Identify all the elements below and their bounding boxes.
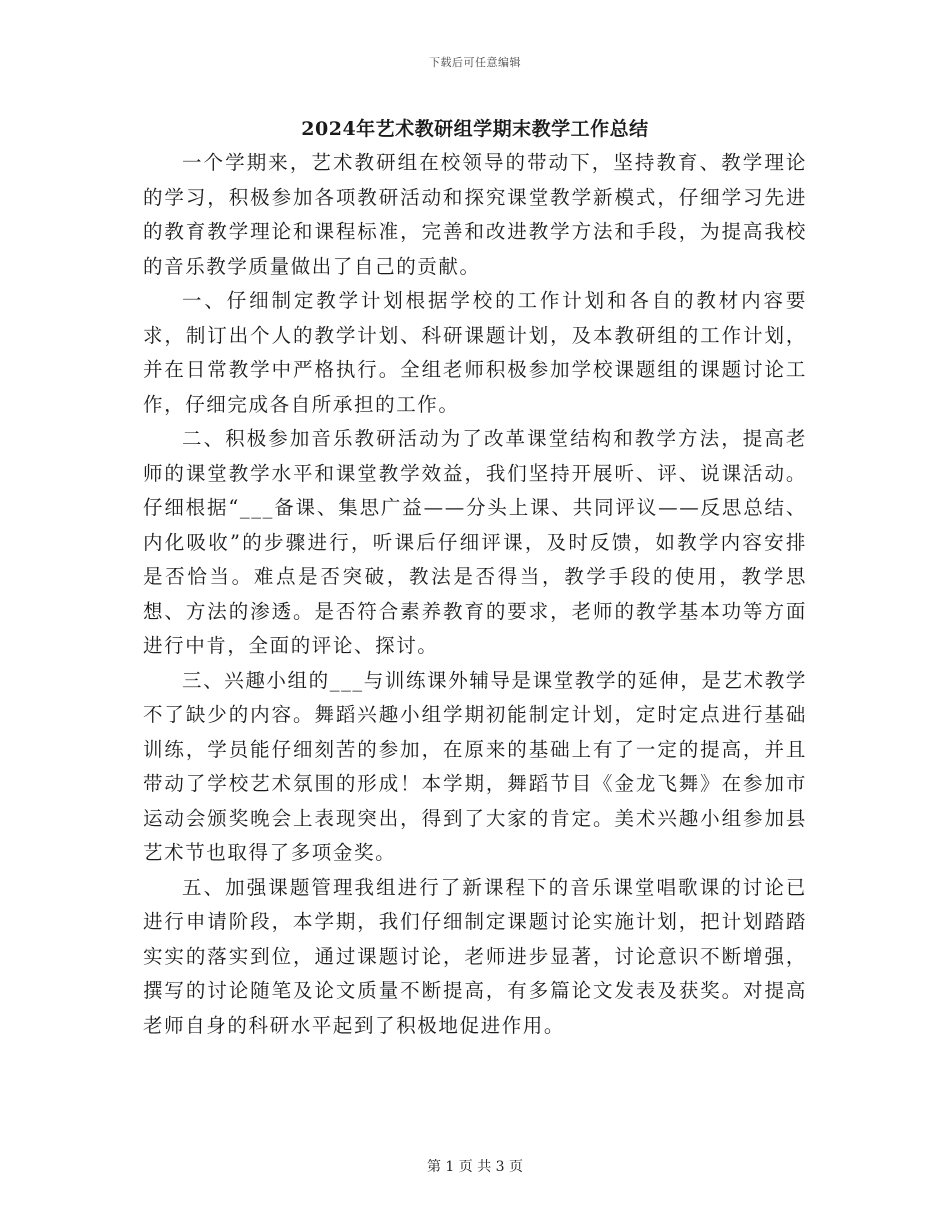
paragraph-section-1: 一、仔细制定教学计划根据学校的工作计划和各自的教材内容要求，制订出个人的教学计划、科研课题计划，及本教研组的工作计划，并在日常教学中严格执行。全组老师积极参加学校课题组的课题讨论工作，仔细完成各自所承担的工作。 [143, 289, 807, 416]
paragraph-section-5: 五、加强课题管理我组进行了新课程下的音乐课堂唱歌课的讨论已进行申请阶段，本学期，我们仔细制定课题讨论实施计划，把计划踏踏实实的落实到位，通过课题讨论，老师进步显著，讨论意识不断增强，撰写的讨论随笔及论文质量不断提高，有多篇论文发表及获奖。对提高老师自身的科研水平起到了积极地促进作用。 [143, 875, 807, 1037]
paragraph-section-3: 三、兴趣小组的___与训练课外辅导是课堂教学的延伸，是艺术教学不了缺少的内容。舞蹈兴趣小组学期初能制定计划，定时定点进行基础训练，学员能仔细刻苦的参加，在原来的基础上有了一定的提高，并且带动了学校艺术氛围的形成！本学期，舞蹈节目《金龙飞舞》在参加市运动会颁奖晚会上表现突出，得到了大家的肯定。美术兴趣小组参加县艺术节也取得了多项金奖。 [143, 668, 807, 864]
paragraph-section-2: 二、积极参加音乐教研活动为了改革课堂结构和教学方法，提高老师的课堂教学水平和课堂教学效益，我们坚持开展听、评、说课活动。仔细根据“___备课、集思广益——分头上课、共同评议——反思总结、内化吸收”的步骤进行，听课后仔细评课，及时反馈，如教学内容安排是否恰当。难点是否突破，教法是否得当，教学手段的使用，教学思想、方法的渗透。是否符合素养教育的要求，老师的教学基本功等方面进行中肯，全面的评论、探讨。 [143, 427, 807, 657]
page-number: 第 1 页 共 3 页 [426, 1159, 524, 1175]
page-header: 下载后可任意编辑 [429, 56, 521, 69]
document-body [143, 146, 807, 1043]
document-title: 2024年艺术教研组学期末教学工作总结 [301, 118, 649, 140]
paragraph-intro: 一个学期来，艺术教研组在校领导的带动下，坚持教育、教学理论的学习，积极参加各项教研活动和探究课堂教学新模式，仔细学习先进的教育教学理论和课程标准，完善和改进教学方法和手段，为提高我校的音乐教学质量做出了自己的贡献。 [143, 151, 807, 278]
